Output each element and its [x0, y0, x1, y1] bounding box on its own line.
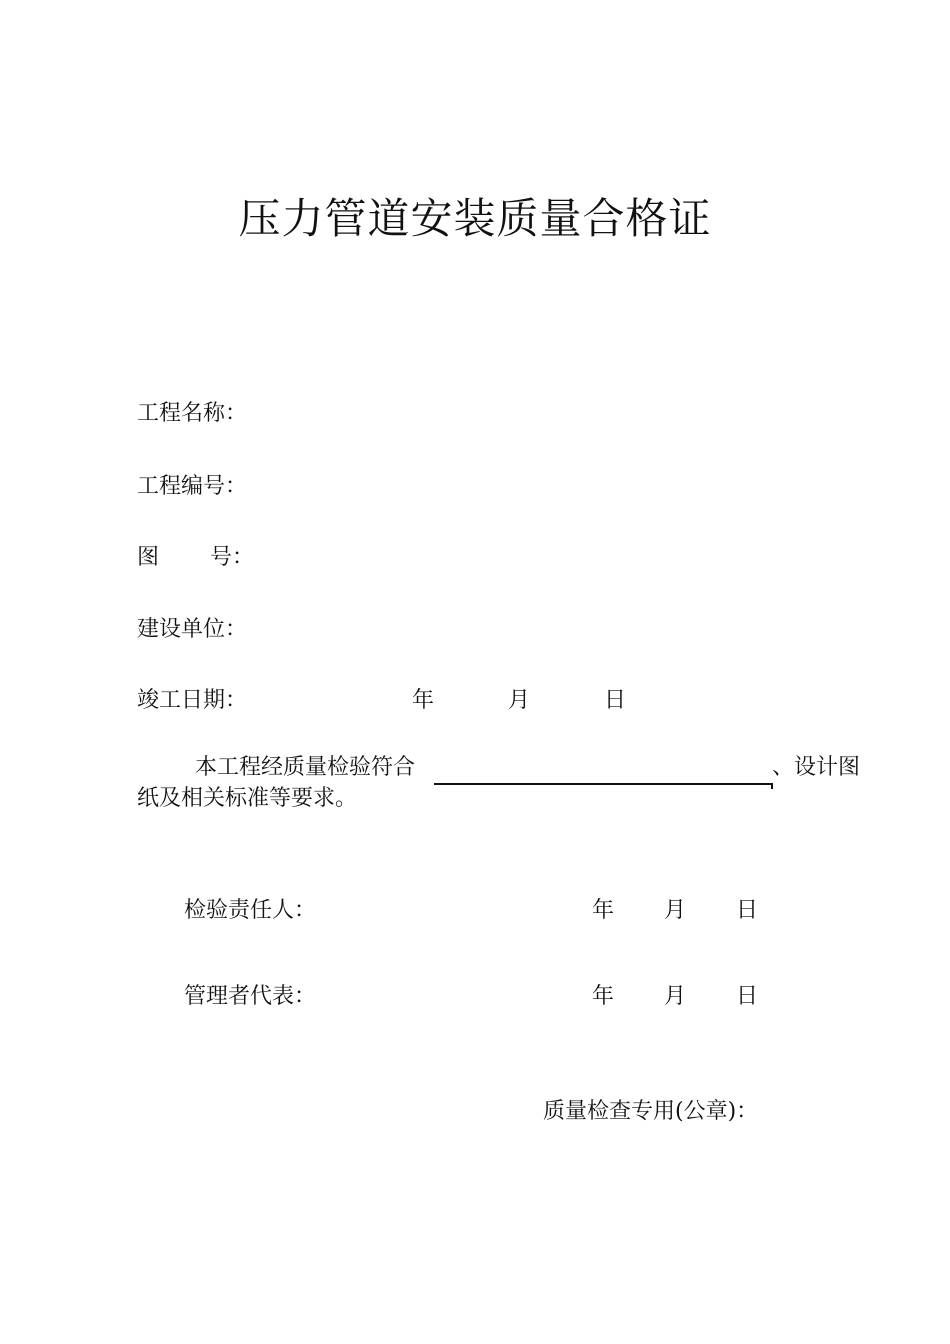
completion-date-month: 月 — [508, 688, 531, 713]
project-name-label: 工程名称： — [137, 401, 248, 426]
statement-blank-underline — [434, 783, 772, 785]
construction-unit-label: 建设单位： — [137, 617, 248, 642]
drawing-number-label-suffix: 号： — [210, 545, 255, 570]
manager-date-day: 日 — [736, 984, 759, 1009]
completion-date-day: 日 — [604, 688, 627, 713]
quality-inspection-seal-label: 质量检查专用(公章)： — [543, 1099, 759, 1124]
completion-date-year: 年 — [412, 688, 435, 713]
inspector-date-day: 日 — [736, 898, 759, 923]
document-title: 压力管道安装质量合格证 — [238, 194, 712, 243]
project-number-label: 工程编号： — [137, 474, 248, 499]
drawing-number-label-prefix: 图 — [137, 545, 160, 570]
inspector-date-year: 年 — [592, 898, 615, 923]
inspector-date-month: 月 — [664, 898, 687, 923]
completion-date-label: 竣工日期： — [137, 688, 248, 713]
statement-line1-before: 本工程经质量检验符合 — [195, 755, 416, 780]
statement-line2: 纸及相关标准等要求。 — [137, 786, 358, 811]
inspector-label: 检验责任人： — [184, 898, 317, 923]
manager-date-year: 年 — [592, 984, 615, 1009]
manager-date-month: 月 — [664, 984, 687, 1009]
manager-representative-label: 管理者代表： — [184, 984, 317, 1009]
statement-line1-after: 、设计图 — [772, 755, 861, 780]
